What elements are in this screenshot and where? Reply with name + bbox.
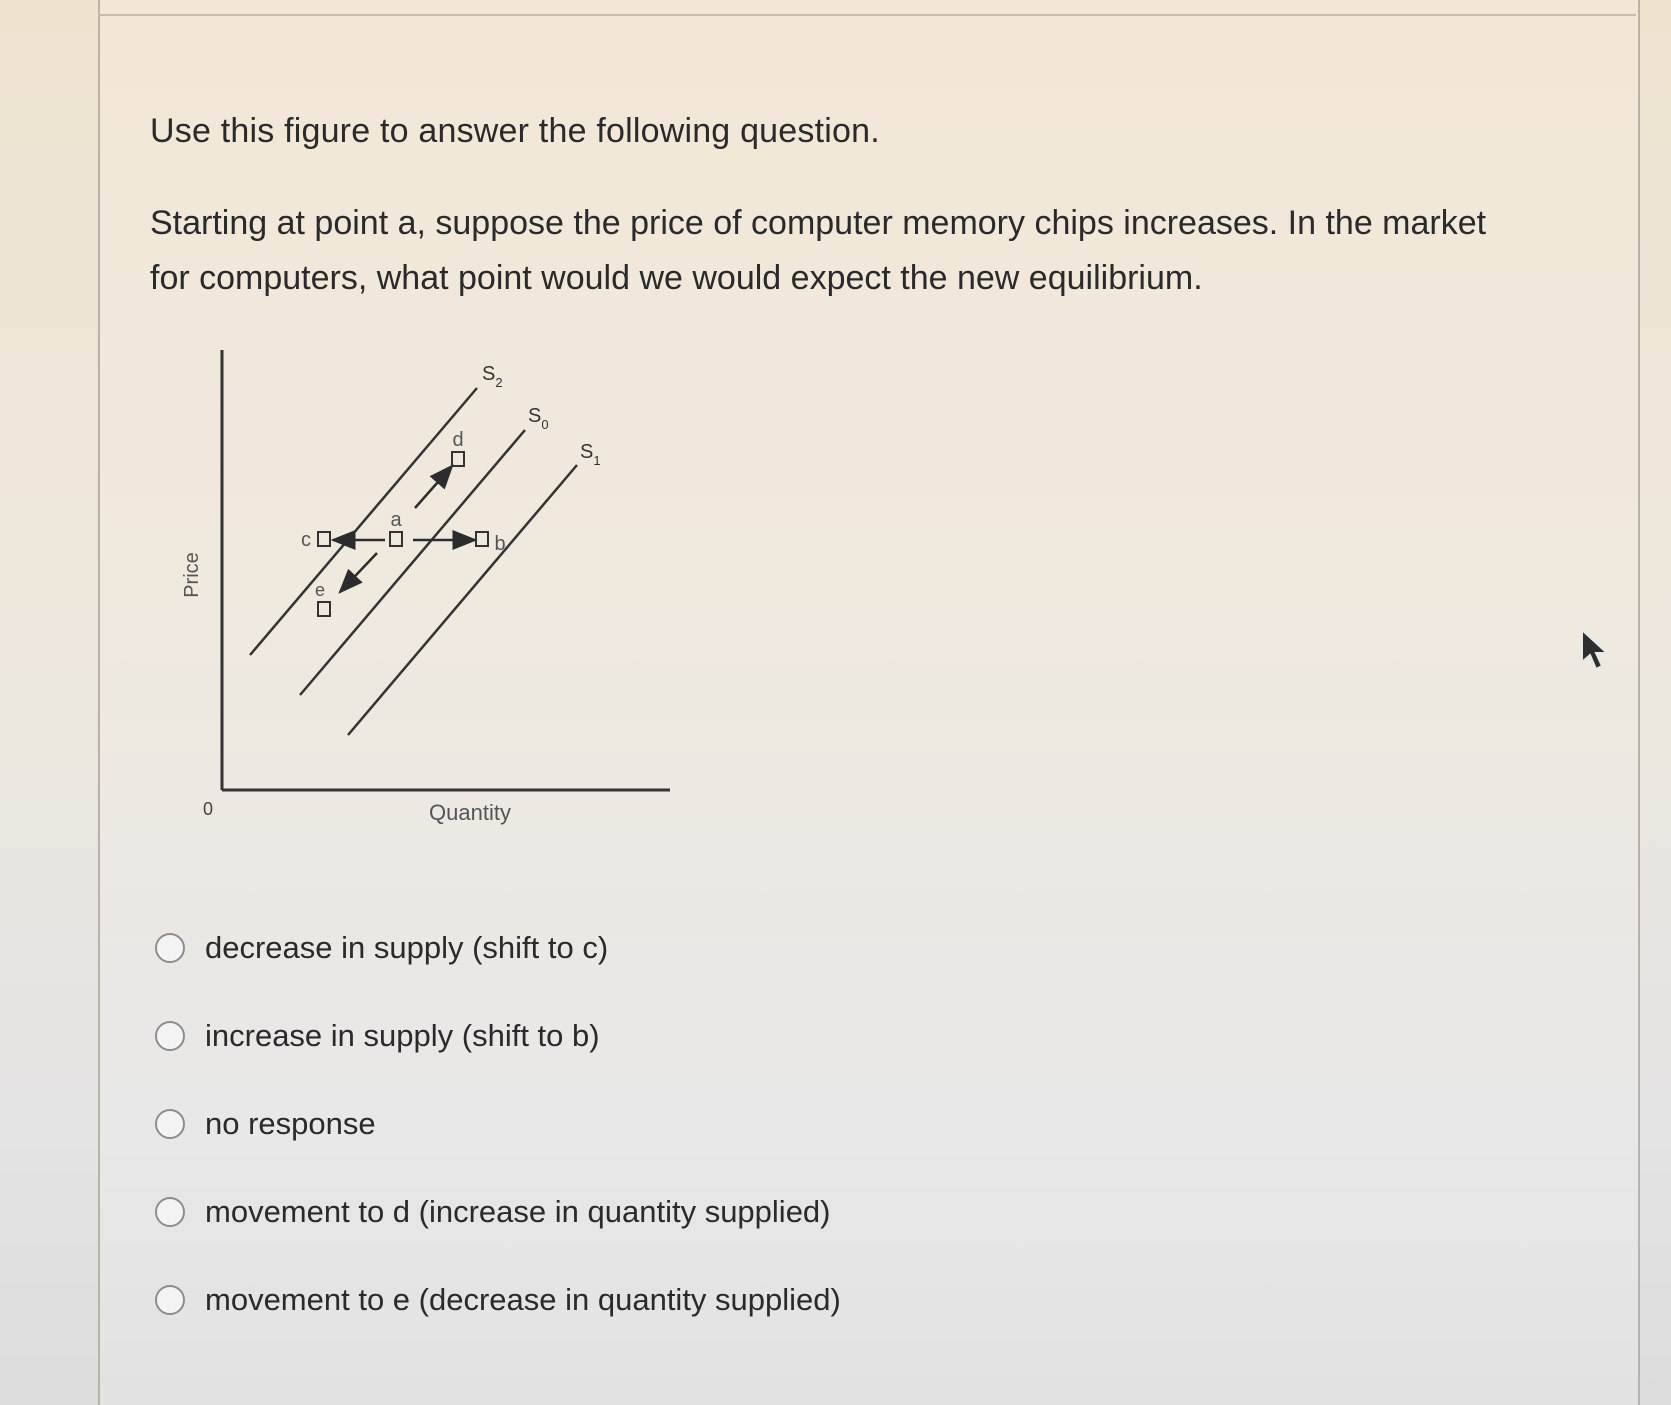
origin-label: 0 [202, 799, 214, 819]
question-text: Starting at point a, suppose the price of computer memory chips increases. In the market for computers, what point would we would expect the new equilibrium. [150, 204, 1487, 297]
option-label: movement to d (increase in quantity supplied) [205, 1194, 831, 1229]
y-axis-label: Price [181, 552, 203, 598]
option-no-response[interactable] [155, 1106, 376, 1142]
curve-label-s2-name: S [482, 363, 496, 385]
point-d-label: d [452, 429, 464, 451]
mouse-pointer-icon [1580, 628, 1614, 677]
supply-curve-s0 [300, 430, 525, 695]
radio-button-icon[interactable] [155, 1285, 185, 1315]
supply-curve-s2 [250, 388, 477, 655]
point-a-marker [390, 532, 402, 546]
question-intro: Use this figure to answer the following question. [150, 112, 880, 150]
option-decrease-in-supply[interactable] [155, 930, 608, 966]
radio-button-icon[interactable] [155, 1021, 185, 1051]
option-movement-to-e[interactable] [155, 1282, 841, 1318]
point-d-marker [452, 452, 464, 466]
curve-label-s2-sub: 2 [495, 375, 503, 390]
movement-arrow-to-e [340, 553, 377, 592]
curve-label-s0-sub: 0 [541, 417, 549, 432]
point-b-marker [476, 532, 488, 546]
curve-label-s1 [580, 441, 601, 468]
point-e-label: e [314, 580, 326, 600]
x-axis-label: Quantity [429, 800, 511, 825]
curve-label-s1-name: S [580, 441, 594, 463]
supply-figure [170, 340, 690, 860]
option-label: decrease in supply (shift to c) [205, 930, 609, 965]
option-label: movement to e (decrease in quantity supplied) [205, 1282, 841, 1317]
point-b-label: b [494, 533, 506, 555]
curve-label-s0-name: S [528, 405, 542, 427]
point-a-label: a [390, 509, 402, 531]
option-label: no response [205, 1106, 376, 1141]
option-label: increase in supply (shift to b) [205, 1018, 600, 1053]
option-increase-in-supply[interactable] [155, 1018, 600, 1054]
radio-button-icon[interactable] [155, 933, 185, 963]
panel-top-border [98, 14, 1636, 16]
curve-label-s2 [482, 363, 503, 390]
curve-label-s0 [528, 405, 549, 432]
movement-arrow-to-d [415, 466, 452, 508]
radio-button-icon[interactable] [155, 1197, 185, 1227]
radio-button-icon[interactable] [155, 1109, 185, 1139]
curve-label-s1-sub: 1 [593, 453, 601, 468]
option-movement-to-d[interactable] [155, 1194, 831, 1230]
point-c-label: c [301, 529, 311, 551]
point-c-marker [318, 532, 330, 546]
point-e-marker [318, 602, 330, 616]
supply-diagram [170, 340, 690, 860]
